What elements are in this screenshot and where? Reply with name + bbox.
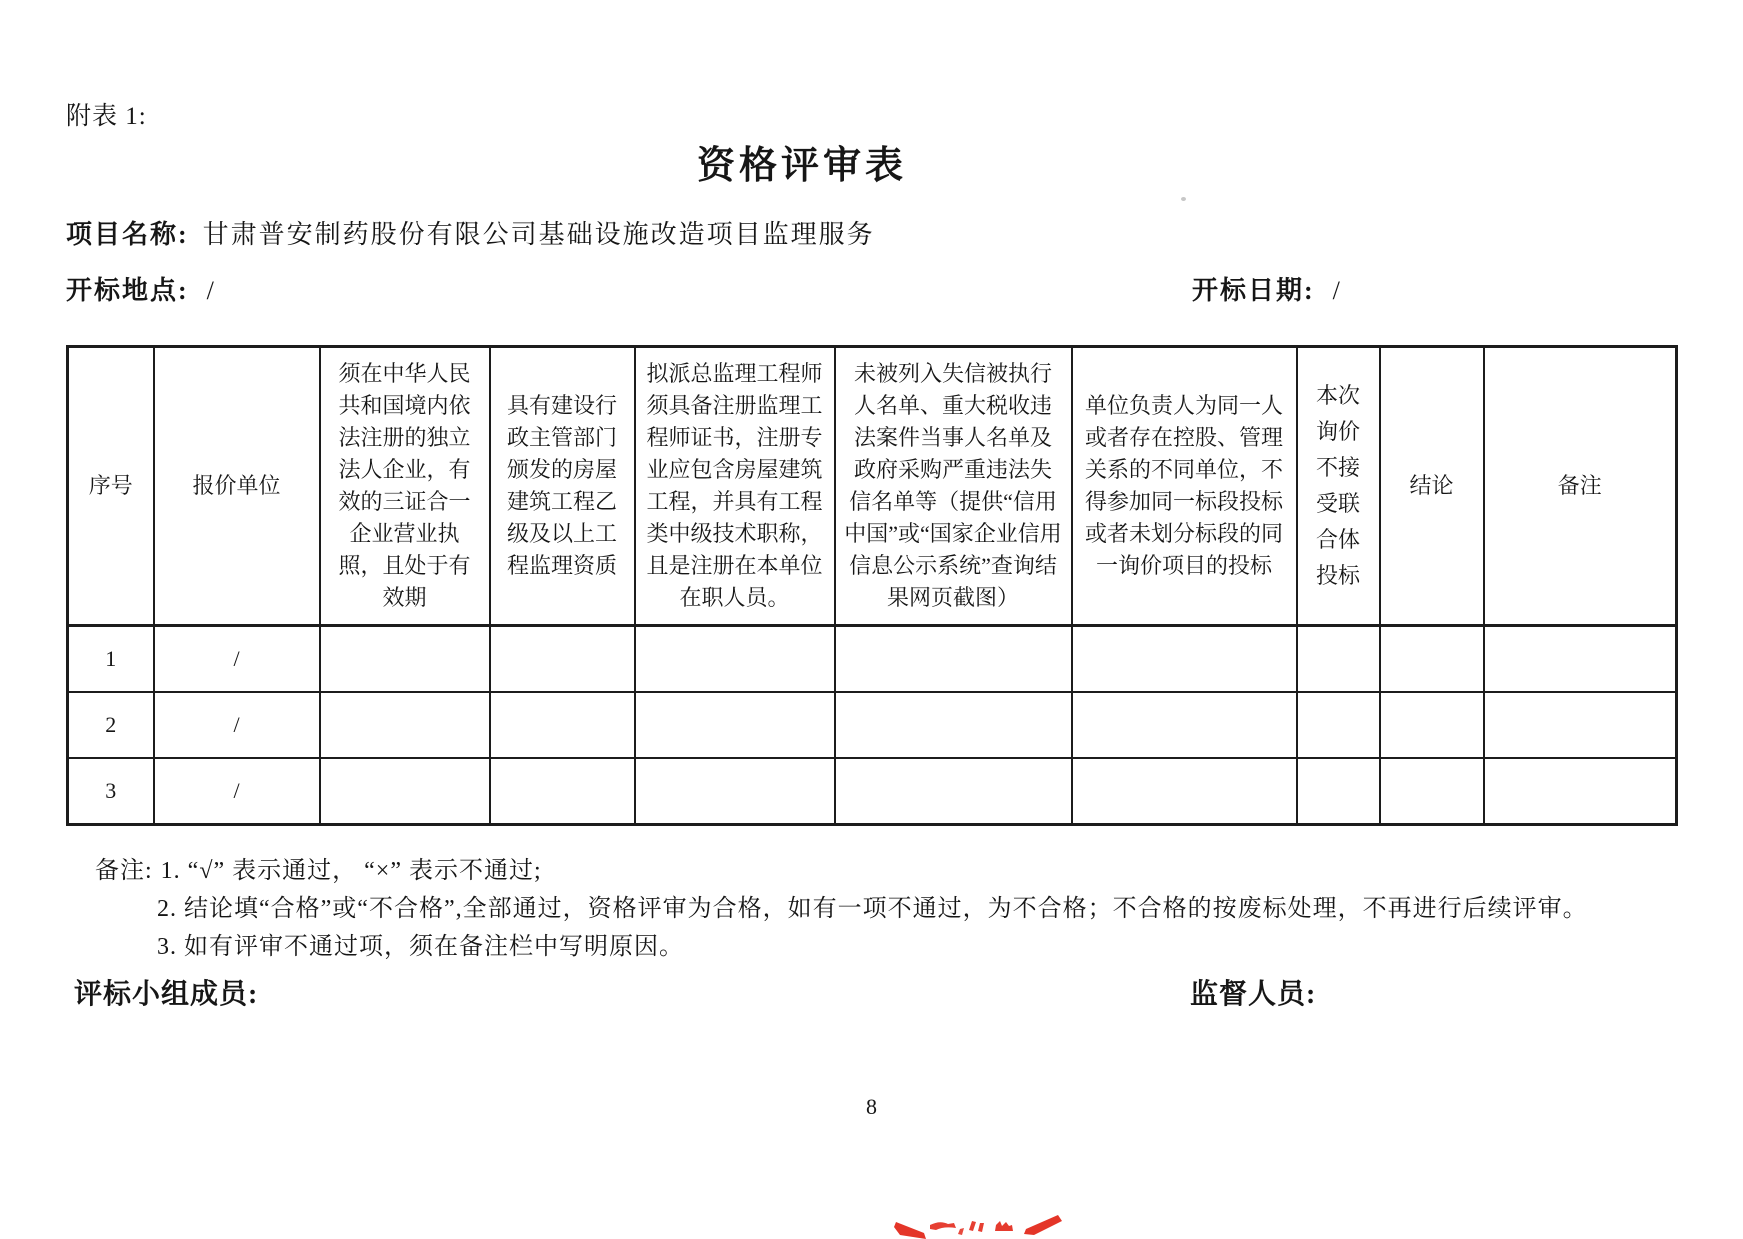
table-cell-empty (1297, 626, 1380, 693)
bid-location-value: / (206, 276, 214, 305)
table-cell-empty (320, 692, 490, 758)
bid-date (1192, 270, 1340, 307)
table-cell-empty (1297, 758, 1380, 825)
red-stamp-fragment (888, 1213, 1068, 1239)
note-line-1-text: 1. “√” 表示通过， “×” 表示不通过; (160, 858, 542, 884)
table-row (68, 758, 1677, 825)
header-criterion-credit-record: 未被列入失信被执行人名单、重大税收违法案件当事人名单及政府采购严重违法失信名单等（提供“信用中国”或“国家企业信用信息公示系统”查询结果网页截图） (835, 347, 1072, 626)
table-cell-empty (490, 758, 635, 825)
header-criterion-qualification: 具有建设行政主管部门颁发的房屋建筑工程乙级及以上工程监理资质 (490, 347, 635, 626)
bid-date-value: / (1332, 276, 1340, 305)
row-quoting-unit: / (154, 692, 320, 758)
table-header-row (68, 347, 1677, 626)
evaluation-committee-label: 评标小组成员: (74, 979, 259, 1010)
table-cell-empty (1484, 626, 1677, 693)
qualification-review-table (66, 345, 1678, 826)
page-number: 8 (866, 1094, 877, 1119)
row-seq-no: 3 (68, 758, 154, 825)
attachment-label: 附表 1: (66, 103, 147, 130)
header-criterion-no-consortium: 本次询价不接受联合体投标 (1297, 347, 1380, 626)
row-quoting-unit: / (154, 626, 320, 693)
table-cell-empty (1380, 626, 1484, 693)
header-criterion-chief-engineer: 拟派总监理工程师须具备注册监理工程师证书，注册专业应包含房屋建筑工程，并具有工程类中级技术职称，且是注册在本单位在职人员。 (635, 347, 835, 626)
table-cell-empty (1297, 692, 1380, 758)
table-cell-empty (1072, 626, 1297, 693)
header-conclusion: 结论 (1380, 347, 1484, 626)
table-cell-empty (835, 626, 1072, 693)
header-criterion-same-responsible-person: 单位负责人为同一人或者存在控股、管理关系的不同单位，不得参加同一标段投标或者未划分标段的同一询价项目的投标 (1072, 347, 1297, 626)
table-cell-empty (635, 626, 835, 693)
table-row (68, 692, 1677, 758)
remarks-notes (95, 852, 1588, 966)
table-cell-empty (1380, 758, 1484, 825)
note-line-1 (95, 852, 1588, 890)
row-seq-no: 2 (68, 692, 154, 758)
table-cell-empty (1072, 758, 1297, 825)
table-cell-empty (635, 758, 835, 825)
table-cell-empty (835, 692, 1072, 758)
table-cell-empty (1072, 692, 1297, 758)
page-title: 资格评审表 (696, 145, 907, 187)
bid-date-label: 开标日期: (1192, 276, 1315, 305)
header-criterion-registration: 须在中华人民共和国境内依法注册的独立法人企业，有效的三证合一企业营业执照，且处于有效期 (320, 347, 490, 626)
bid-location-label: 开标地点: (66, 276, 189, 305)
row-seq-no: 1 (68, 626, 154, 693)
table-cell-empty (1484, 758, 1677, 825)
table-cell-empty (320, 626, 490, 693)
supervisor-label: 监督人员: (1190, 979, 1317, 1010)
table-cell-empty (490, 626, 635, 693)
project-name-label: 项目名称: (66, 220, 189, 249)
table-cell-empty (635, 692, 835, 758)
project-name-line (66, 214, 875, 251)
table-cell-empty (320, 758, 490, 825)
table-cell-empty (1484, 692, 1677, 758)
table-cell-empty (1380, 692, 1484, 758)
table-row (68, 626, 1677, 693)
table-cell-empty (490, 692, 635, 758)
project-name-value: 甘肃普安制药股份有限公司基础设施改造项目监理服务 (202, 220, 875, 249)
notes-label: 备注: (95, 858, 153, 884)
header-remarks: 备注 (1484, 347, 1677, 626)
note-line-2: 2. 结论填“合格”或“不合格”,全部通过，资格评审为合格，如有一项不通过，为不合格；不合格的按废标处理，不再进行后续评审。 (157, 896, 1588, 922)
bid-location (66, 270, 214, 307)
header-seq-no: 序号 (68, 347, 154, 626)
row-quoting-unit: / (154, 758, 320, 825)
table-cell-empty (835, 758, 1072, 825)
header-quoting-unit: 报价单位 (154, 347, 320, 626)
scan-artifact-dot (1181, 197, 1186, 201)
note-line-3: 3. 如有评审不通过项，须在备注栏中写明原因。 (157, 934, 684, 960)
